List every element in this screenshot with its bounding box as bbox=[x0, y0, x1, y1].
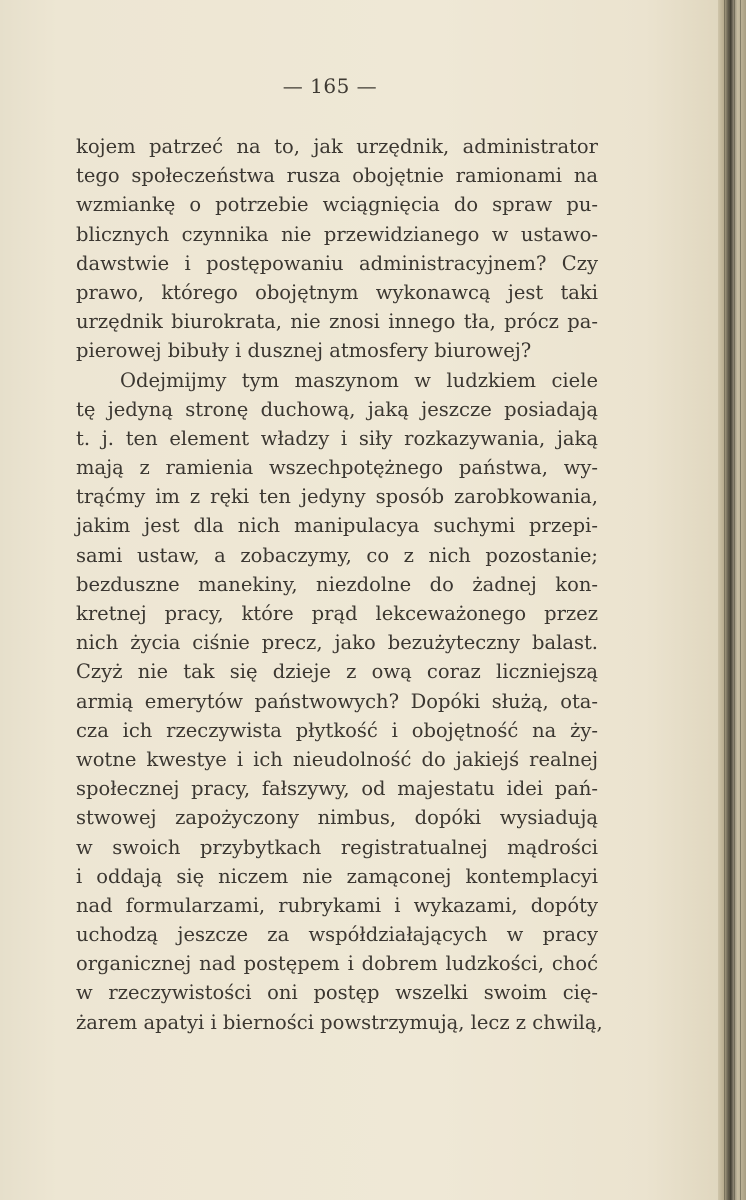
text-line: Czyż nie tak się dzieje z ową coraz liczniejszą bbox=[76, 660, 598, 684]
text-line: wotne kwestye i ich nieudolność do jakiejś realnej bbox=[76, 747, 598, 771]
text-line: kretnej pracy, które prąd lekceważonego przez bbox=[76, 602, 598, 625]
text-line: nich życia ciśnie precz, jako bezużyteczny balast. bbox=[76, 631, 598, 655]
text-line: żarem apatyi i bierności powstrzymują, lecz z chwilą, bbox=[76, 1010, 603, 1034]
page-edge-line bbox=[734, 0, 735, 1200]
text-line: blicznych czynnika nie przewidzianego w ustawo- bbox=[76, 222, 598, 246]
text-line: stwowej zapożyczony nimbus, dopóki wysiadują bbox=[76, 806, 598, 830]
text-line: społecznej pracy, fałszywy, od majestatu idei pań- bbox=[76, 777, 598, 801]
page-edge-line bbox=[740, 0, 741, 1200]
text-line: w rzeczywistości oni postęp wszelki swoim cię- bbox=[76, 981, 598, 1005]
text-line: kojem patrzeć na to, jak urzędnik, administrator bbox=[76, 135, 598, 158]
text-line: armią emerytów państwowych? Dopóki służą, ota- bbox=[76, 689, 598, 713]
text-line: cza ich rzeczywista płytkość i obojętność na ży- bbox=[76, 718, 598, 742]
text-line: sami ustaw, a zobaczymy, co z nich pozostanie; bbox=[76, 543, 598, 567]
book-spine-edge bbox=[718, 0, 746, 1200]
text-line: dawstwie i postępowaniu administracyjnem? Czy bbox=[76, 251, 598, 275]
text-line: tę jedyną stronę duchową, jaką jeszcze posiadają bbox=[76, 397, 598, 421]
text-line: bezduszne manekiny, niezdolne do żadnej kon- bbox=[76, 572, 598, 596]
text-line: pierowej bibuły i dusznej atmosfery biurowej? bbox=[76, 339, 532, 363]
text-line: prawo, którego obojętnym wykonawcą jest taki bbox=[76, 280, 598, 304]
page-edge-line bbox=[729, 0, 730, 1200]
text-line: urzędnik biurokrata, nie znosi innego tła, prócz pa- bbox=[76, 310, 598, 334]
text-line: jakim jest dla nich manipulacya suchymi przepi- bbox=[76, 514, 598, 538]
text-line: t. j. ten element władzy i siły rozkazywania, jaką bbox=[76, 426, 598, 450]
text-line: Odejmijmy tym maszynom w ludzkiem ciele bbox=[120, 368, 598, 392]
page-edge-line bbox=[724, 0, 725, 1200]
text-line: w swoich przybytkach registratualnej mądrości bbox=[76, 835, 598, 859]
body-text bbox=[76, 132, 603, 1037]
text-line: wzmiankę o potrzebie wciągnięcia do spraw pu- bbox=[76, 193, 598, 217]
text-line: tego społeczeństwa rusza obojętnie ramionami na bbox=[76, 164, 598, 188]
text-line: mają z ramienia wszechpotężnego państwa, wy- bbox=[76, 456, 598, 480]
text-line: trąćmy im z ręki ten jedyny sposób zarobkowania, bbox=[76, 485, 598, 509]
text-line: nad formularzami, rubrykami i wykazami, dopóty bbox=[76, 893, 598, 917]
text-line: i oddają się niczem nie zamąconej kontemplacyi bbox=[76, 864, 598, 888]
text-line: organicznej nad postępem i dobrem ludzkości, choć bbox=[76, 952, 598, 976]
page-number: — 165 — bbox=[282, 74, 378, 98]
text-line: uchodzą jeszcze za współdziałających w pracy bbox=[76, 923, 598, 947]
